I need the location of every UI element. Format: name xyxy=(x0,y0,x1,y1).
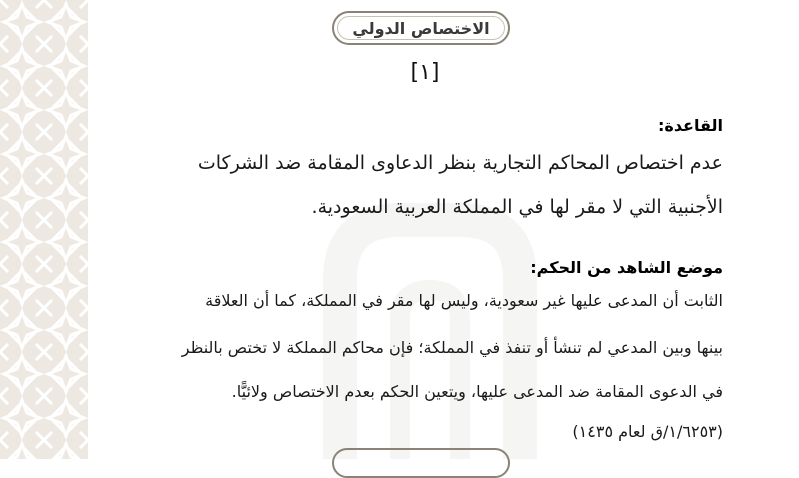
evidence-heading: موضع الشاهد من الحكم: xyxy=(530,258,723,277)
section-title: الاختصاص الدولي xyxy=(352,18,490,38)
evidence-line-3: في الدعوى المقامة ضد المدعى عليها، ويتعين الحكم بعدم الاختصاص ولائيًّا. xyxy=(231,382,723,401)
watermark-logo xyxy=(300,200,560,459)
case-reference: (١/٦٢٥٣/ق لعام ١٤٣٥) xyxy=(572,422,723,441)
rule-line-1: عدم اختصاص المحاكم التجارية بنظر الدعاوى المقامة ضد الشركات xyxy=(197,152,723,174)
decorative-pattern-strip xyxy=(0,0,88,459)
evidence-line-1: الثابت أن المدعى عليها غير سعودية، وليس لها مقر في المملكة، كما أن العلاقة xyxy=(205,291,723,310)
rule-line-2: الأجنبية التي لا مقر لها في المملكة العربية السعودية. xyxy=(311,196,723,218)
next-section-pill xyxy=(332,448,510,478)
item-number: [١] xyxy=(410,60,440,85)
evidence-line-2: بينها وبين المدعي لم تنشأ أو تنفذ في المملكة؛ فإن محاكم المملكة لا تختص بالنظر xyxy=(181,338,723,357)
section-title-pill xyxy=(332,11,510,45)
rule-heading: القاعدة: xyxy=(657,116,723,135)
